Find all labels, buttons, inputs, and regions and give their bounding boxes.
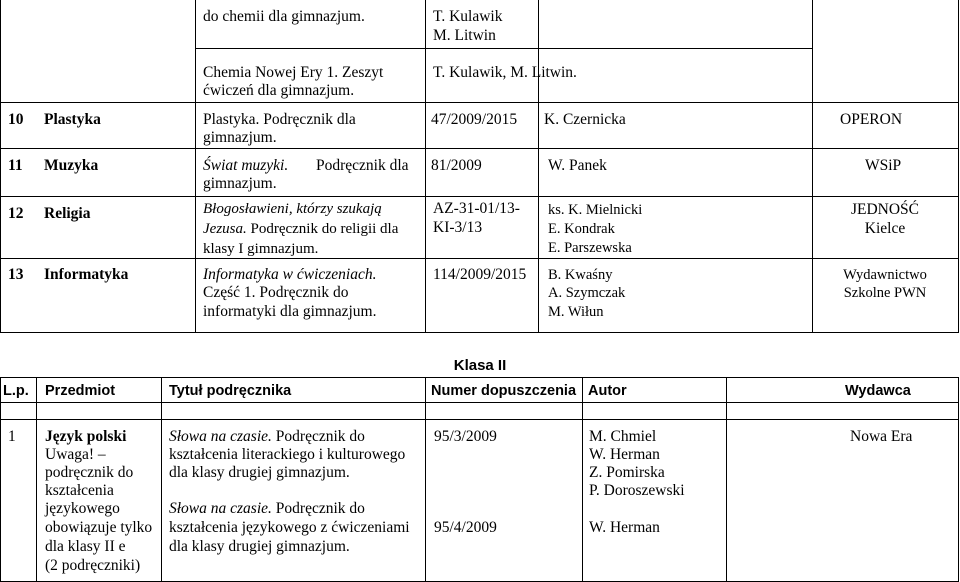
author-cell: E. Kondrak: [548, 221, 615, 237]
title-cell: Część 1. Podręcznik do: [203, 284, 349, 301]
book-title-italic: Słowa na czasie.: [169, 500, 272, 517]
book-title-text: Podręcznik do: [275, 428, 365, 445]
author-cell: ks. K. Mielnicki: [548, 202, 643, 218]
book-title-italic: Słowa na czasie.: [169, 428, 272, 445]
note-line: podręcznik do: [45, 464, 134, 481]
subject-cell: Plastyka: [44, 111, 101, 128]
publisher-cell: WSiP: [865, 157, 902, 174]
row-number: 13: [8, 266, 24, 283]
class-heading: Klasa II: [453, 357, 507, 374]
title-cell: klasy I gimnazjum.: [203, 241, 319, 257]
header-subject: Przedmiot: [45, 383, 116, 399]
book-title: dla klasy drugiej gimnazjum.: [169, 538, 350, 555]
publisher-cell: Wydawnictwo: [843, 267, 927, 283]
note-line: dla klasy II e: [45, 538, 126, 555]
author-cell: W. Herman: [589, 446, 660, 463]
row-number: 10: [8, 111, 24, 128]
approval-number: 47/2009/2015: [431, 111, 518, 128]
row-number: 1: [8, 428, 16, 445]
title-italic: Jezusa.: [203, 221, 247, 237]
subject-cell: Religia: [44, 205, 91, 222]
title-text: Podręcznik dla: [316, 157, 409, 174]
book-title: [169, 428, 365, 446]
book-title-text: Podręcznik do: [275, 500, 365, 517]
title-cell: informatyki dla gimnazjum.: [203, 303, 377, 320]
row-number: 11: [8, 157, 23, 174]
publisher-cell: Kielce: [864, 220, 906, 237]
approval-number: KI-3/13: [433, 219, 483, 236]
note-line: obowiązuje tylko: [45, 519, 153, 536]
book-title: kształcenia językowego z ćwiczeniami: [169, 519, 410, 536]
publisher-cell: Nowa Era: [850, 428, 913, 445]
author-cell: T. Kulawik, M. Litwin.: [433, 64, 577, 81]
title-cell: do chemii dla gimnazjum.: [203, 8, 365, 25]
title-cell: gimnazjum.: [203, 129, 277, 146]
author-cell: K. Czernicka: [544, 111, 626, 128]
row-number: 12: [8, 205, 24, 222]
book-title: kształcenia literackiego i kulturowego: [169, 446, 406, 463]
title-cell: gimnazjum.: [203, 175, 277, 192]
author-cell: M. Chmiel: [589, 428, 657, 445]
title-italic: Informatyka w ćwiczeniach.: [203, 266, 377, 283]
publisher-cell: Szkolne PWN: [843, 285, 927, 301]
author-cell: E. Parszewska: [548, 240, 632, 256]
approval-number: 81/2009: [431, 157, 482, 174]
author-cell: M. Wiłun: [548, 304, 604, 320]
title-text: Podręcznik do religii dla: [250, 221, 399, 237]
title-line: [203, 220, 398, 238]
header-publisher: Wydawca: [845, 383, 911, 399]
note-line: kształcenia: [45, 482, 114, 499]
book-title: dla klasy drugiej gimnazjum.: [169, 464, 350, 481]
publisher-cell: OPERON: [840, 111, 903, 128]
note-line: językowego: [45, 500, 120, 517]
note-line: Uwaga! –: [45, 446, 106, 463]
title-cell: ćwiczeń dla gimnazjum.: [203, 82, 355, 99]
author-cell: W. Panek: [548, 157, 607, 174]
author-cell: P. Doroszewski: [589, 482, 685, 499]
header-title: Tytuł podręcznika: [169, 383, 292, 399]
approval-number: 114/2009/2015: [433, 266, 527, 283]
header-author: Autor: [588, 383, 627, 399]
subject-cell: Informatyka: [44, 266, 129, 283]
author-cell: B. Kwaśny: [548, 267, 613, 283]
note-line: (2 podręczniki): [45, 557, 141, 574]
publisher-cell: JEDNOŚĆ: [850, 201, 920, 218]
title-cell: Chemia Nowej Ery 1. Zeszyt: [203, 64, 384, 81]
subject-cell: Język polski: [45, 428, 127, 445]
title-italic: Błogosławieni, którzy szukają: [203, 201, 382, 217]
title-cell: Plastyka. Podręcznik dla: [203, 111, 356, 128]
approval-number: 95/4/2009: [434, 519, 497, 536]
author-cell: M. Litwin: [433, 27, 496, 44]
header-lp: L.p.: [3, 383, 29, 399]
author-cell: Z. Pomirska: [589, 464, 665, 481]
author-cell: A. Szymczak: [548, 285, 626, 301]
subject-cell: Muzyka: [44, 157, 99, 174]
title-italic: Świat muzyki.: [203, 157, 289, 174]
book-title: [169, 500, 365, 518]
header-number: Numer dopuszczenia: [431, 383, 577, 399]
title-rest: [316, 157, 422, 175]
approval-number: AZ-31-01/13-: [433, 200, 520, 217]
author-cell: W. Herman: [589, 519, 660, 536]
approval-number: 95/3/2009: [434, 428, 497, 445]
author-cell: T. Kulawik: [433, 8, 503, 25]
